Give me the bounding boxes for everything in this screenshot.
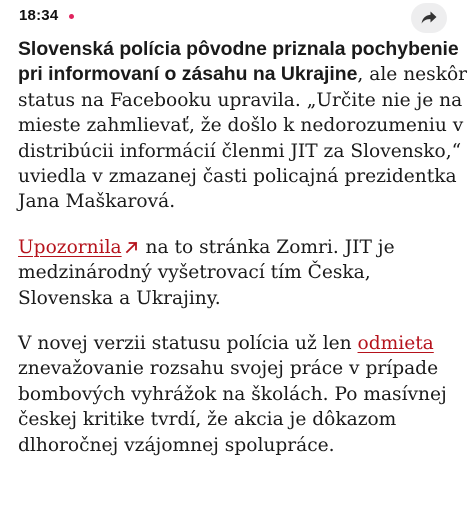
lead-text: Slovenská polícia pôvodne priznala pochybenie pri informovaní o zásahu na Ukrajine bbox=[18, 38, 459, 86]
status-time: 18:34 bbox=[19, 7, 59, 24]
paragraph-1-text: , ale neskôr status na Facebooku upravila. „Určite nie je na mieste zahmlievať, že došlo k nedorozumeniu v distribúcii informácií členmi JIT za Slovensko,“ uviedla v zmazanej časti policajná prezidentka Jana Maškarová. bbox=[18, 64, 468, 213]
paragraph-3-text-after: znevažovanie rozsahu svojej práce v prípade bombových vyhrážok na školách. Po masívnej českej kritike tvrdí, že akcia je dôkazom dlhoročnej vzájomnej spolupráce. bbox=[18, 358, 447, 456]
paragraph-2 bbox=[18, 235, 468, 311]
paragraph-2-text: na to stránka Zomri. JIT je medzinárodný vyšetrovací tím Česka, Slovenska a Ukrajiny. bbox=[18, 236, 395, 309]
paragraph-3-text-before: V novej verzii statusu polícia už len bbox=[18, 333, 358, 355]
upozornila-link[interactable]: Upozornila bbox=[18, 236, 122, 258]
paragraph-3 bbox=[18, 331, 468, 458]
odmieta-link[interactable]: odmieta bbox=[357, 333, 434, 355]
external-link-arrow-icon bbox=[125, 241, 138, 254]
status-bar bbox=[0, 0, 474, 36]
article-body bbox=[18, 37, 468, 478]
paragraph-1 bbox=[18, 37, 468, 215]
share-arrow-icon bbox=[420, 10, 438, 26]
recording-indicator-icon bbox=[69, 14, 74, 19]
share-button[interactable] bbox=[411, 3, 447, 33]
